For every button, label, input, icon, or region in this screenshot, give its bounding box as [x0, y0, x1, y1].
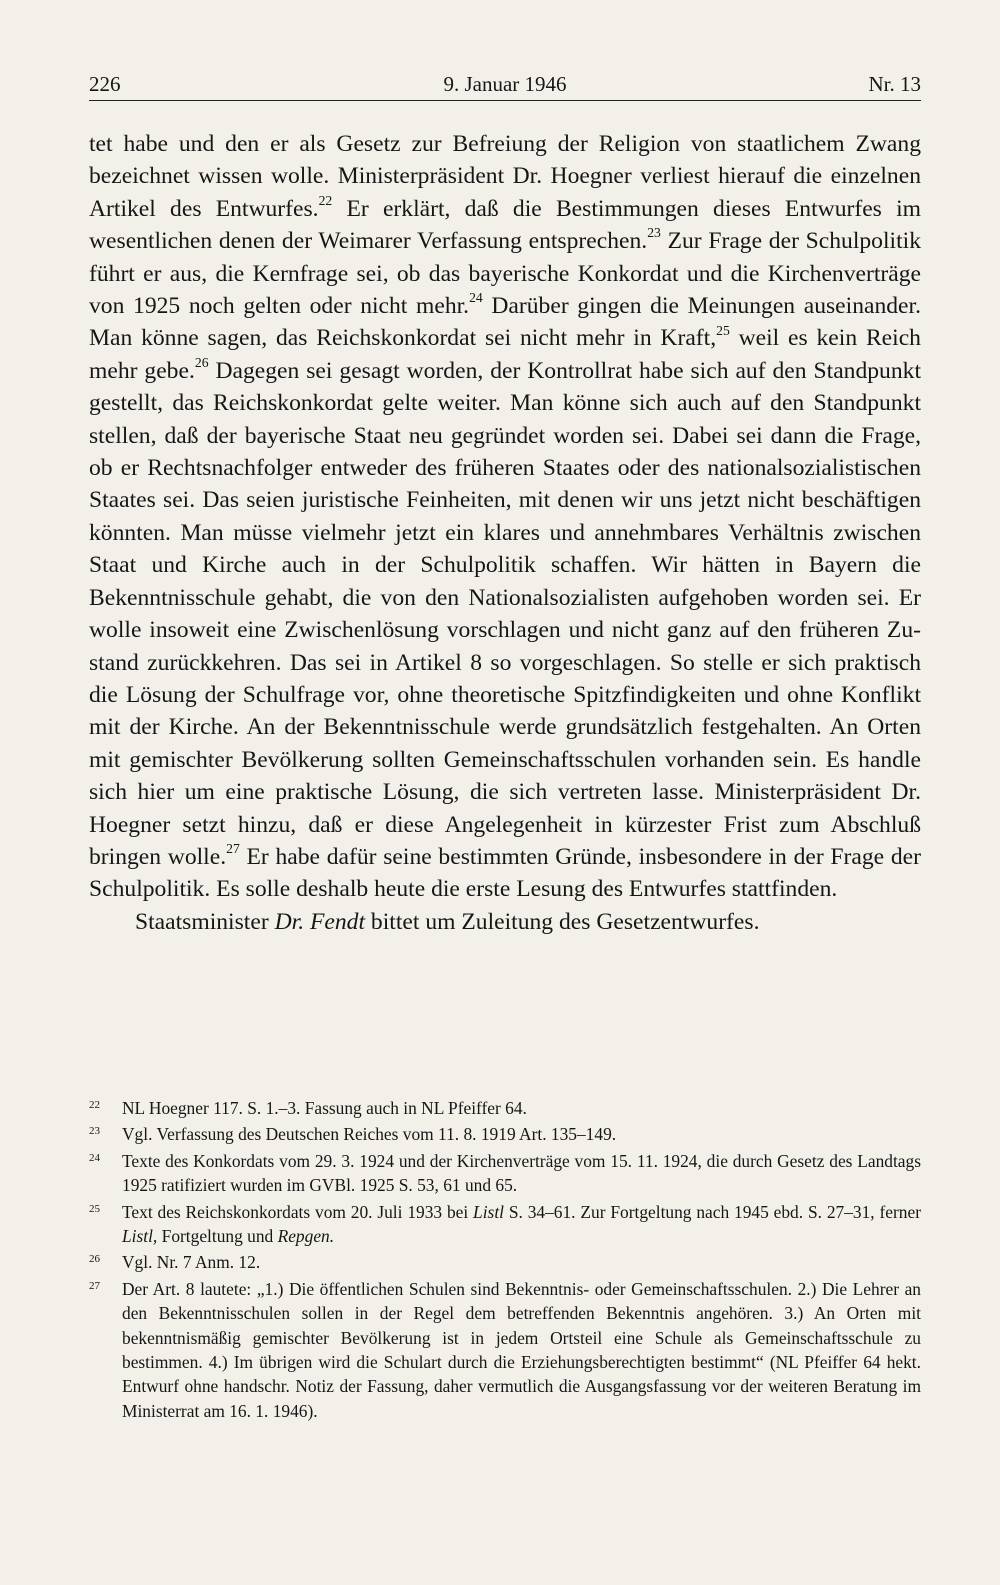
- text-segment: tet habe und den er als Gesetz zur Befreiung der Religion von staatlichem Zwang bezeichnet wissen wolle. Ministerpräsident Dr. Hoegner verliest hierauf die einzelnen Artikel des Entwurfes.: [89, 131, 921, 222]
- footnote-number: 26: [89, 1253, 100, 1266]
- footnote-ref-25[interactable]: 25: [716, 322, 730, 338]
- footnote-text: Text des Reichskonkordats vom 20. Juli 1933 bei: [122, 1201, 474, 1222]
- speaker-name: Dr. Fendt: [274, 908, 366, 935]
- footnote-number: 22: [89, 1099, 100, 1111]
- text-segment: weil es kein Reich mehr gebe.: [89, 325, 921, 384]
- footnote-text: Fortgeltung und: [157, 1226, 278, 1247]
- text-segment: Darüber gingen die Meinungen auseinander. Man könne sagen, das Reichskonkordat sei nicht mehr in Kraft,: [89, 293, 921, 352]
- footnote-italic-text: Repgen.: [277, 1226, 335, 1247]
- document-number: Nr. 13: [868, 72, 921, 96]
- paragraph-2: [89, 906, 921, 938]
- page-number: 226: [89, 72, 121, 96]
- text-segment: Er habe dafür seine bestimmten Gründe, insbesondere in der Frage der Schulpolitik. Es solle deshalb heute die erste Lesung des Entwurfes stattfinden.: [89, 843, 921, 903]
- footnote-24: [89, 1149, 921, 1198]
- footnote-number: 24: [89, 1151, 100, 1164]
- footnote-text: Der Art. 8 lautete: „1.) Die öffentlichen Schulen sind Bekenntnis- oder Gemeinschaftsschulen. 2.) Die Lehrer an den Bekenntnisschulen sollen in der Regel dem betreffenden Bekenntnis angehören. 3.) An Orten mit bekenntnismäßig gemischter Bevölkerung ist in jedem Ortsteil eine Schule als Gemeinschaftsschule zu bestimmen. 4.) Im übrigen wird die Schulart durch die Erziehungsberechtigten bestimmt“ (NL Pfeiffer 64 hekt. Entwurf ohne handschr. Notiz der Fassung, daher vermutlich die Ausgangsfassung vor der weiteren Beratung im Ministerrat am 16. 1. 1946).: [122, 1278, 921, 1421]
- footnote-25: [89, 1200, 921, 1249]
- footnote-number: 27: [89, 1279, 100, 1292]
- footnote-text: Texte des Konkordats vom 29. 3. 1924 und der Kirchenverträge vom 15. 11. 1924, die durch Gesetz des Landtags 1925 ratifiziert wurden im GVBl. 1925 S. 53, 61 und 65.: [122, 1150, 921, 1196]
- text-segment: Zur Frage der Schulpolitik führt er aus, die Kernfrage sei, ob das bayerische Konkordat und die Kirchenverträge von 1925 noch gelten oder nicht mehr.: [89, 228, 921, 320]
- text-segment: Dagegen sei gesagt worden, der Kontrollrat habe sich auf den Standpunkt gestellt, das Reichskonkordat gelte weiter. Man könne sich auch auf den Standpunkt stellen, daß der bayerische Staat neu gegründet worden sei. Dabei sei dann die Frage, ob er Rechtsnachfolger entweder des früheren Staates oder des nationalsozialistischen Staates sei. Das seien juristische Feinheiten, mit denen wir uns jetzt nicht beschäftigen könnten. Man müsse vielmehr jetzt ein klares und annehmbares Verhältnis zwischen Staat und Kirche auch in der Schulpolitik schaffen. Wir hätten in Bayern die Bekenntnisschule gehabt, die von den Nationalsozialisten aufgehoben worden sei. Er wolle insoweit eine Zwischenlösung vorschlagen und nicht ganz auf den früheren Zustand zurückkehren. Das sei in Artikel 8 so vorgeschlagen. So stelle er sich praktisch die Lösung der Schulfrage vor, ohne theoretische Spitzfindigkeiten und ohne Konflikt mit der Kirche. An der Bekenntnisschule werde grundsätzlich festgehalten. An Orten mit gemischter Bevölkerung sollten Gemeinschaftsschulen vorhanden sein. Es handle sich hier um eine praktische Lösung, die sich vertreten lasse. Ministerpräsident Dr. Hoegner setzt hinzu, daß er diese Angelegenheit in kürzester Frist zum Abschluß bringen wolle.: [89, 357, 921, 870]
- footnote-ref-26[interactable]: 26: [194, 354, 209, 370]
- footnotes-section: [89, 1096, 921, 1425]
- footnote-italic-text: Listl,: [122, 1226, 158, 1247]
- paragraph-1: [89, 128, 921, 906]
- running-header: [89, 68, 921, 101]
- footnote-ref-22[interactable]: 22: [318, 192, 333, 208]
- footnote-italic-text: Listl: [473, 1201, 504, 1222]
- text-segment: Er erklärt, daß die Bestimmungen dieses Entwurfes im wesentlichen denen der Weimarer Verfassung entsprechen.: [89, 195, 921, 255]
- footnote-ref-27[interactable]: 27: [226, 841, 240, 857]
- header-date: 9. Januar 1946: [443, 72, 567, 96]
- footnote-23: [89, 1122, 921, 1146]
- footnote-number: 25: [89, 1202, 100, 1215]
- text-segment: bittet um Zuleitung des Gesetzentwurfes.: [365, 908, 760, 935]
- footnote-text: S. 34–61. Zur Fortgeltung nach 1945 ebd. S. 27–31, ferner: [503, 1201, 921, 1222]
- text-segment: Staatsminister: [135, 908, 275, 935]
- footnote-text: Vgl. Nr. 7 Anm. 12.: [122, 1252, 261, 1273]
- footnote-27: [89, 1277, 921, 1423]
- footnote-ref-24[interactable]: 24: [469, 290, 483, 306]
- main-text: [89, 128, 921, 938]
- footnote-number: 23: [89, 1125, 100, 1138]
- footnote-ref-23[interactable]: 23: [647, 225, 661, 241]
- footnote-text: Vgl. Verfassung des Deutschen Reiches vom 11. 8. 1919 Art. 135–149.: [122, 1124, 617, 1145]
- footnote-text: NL Hoegner 117. S. 1.–3. Fassung auch in NL Pfeiffer 64.: [122, 1098, 527, 1118]
- footnote-22: [89, 1096, 921, 1120]
- footnote-26: [89, 1250, 921, 1274]
